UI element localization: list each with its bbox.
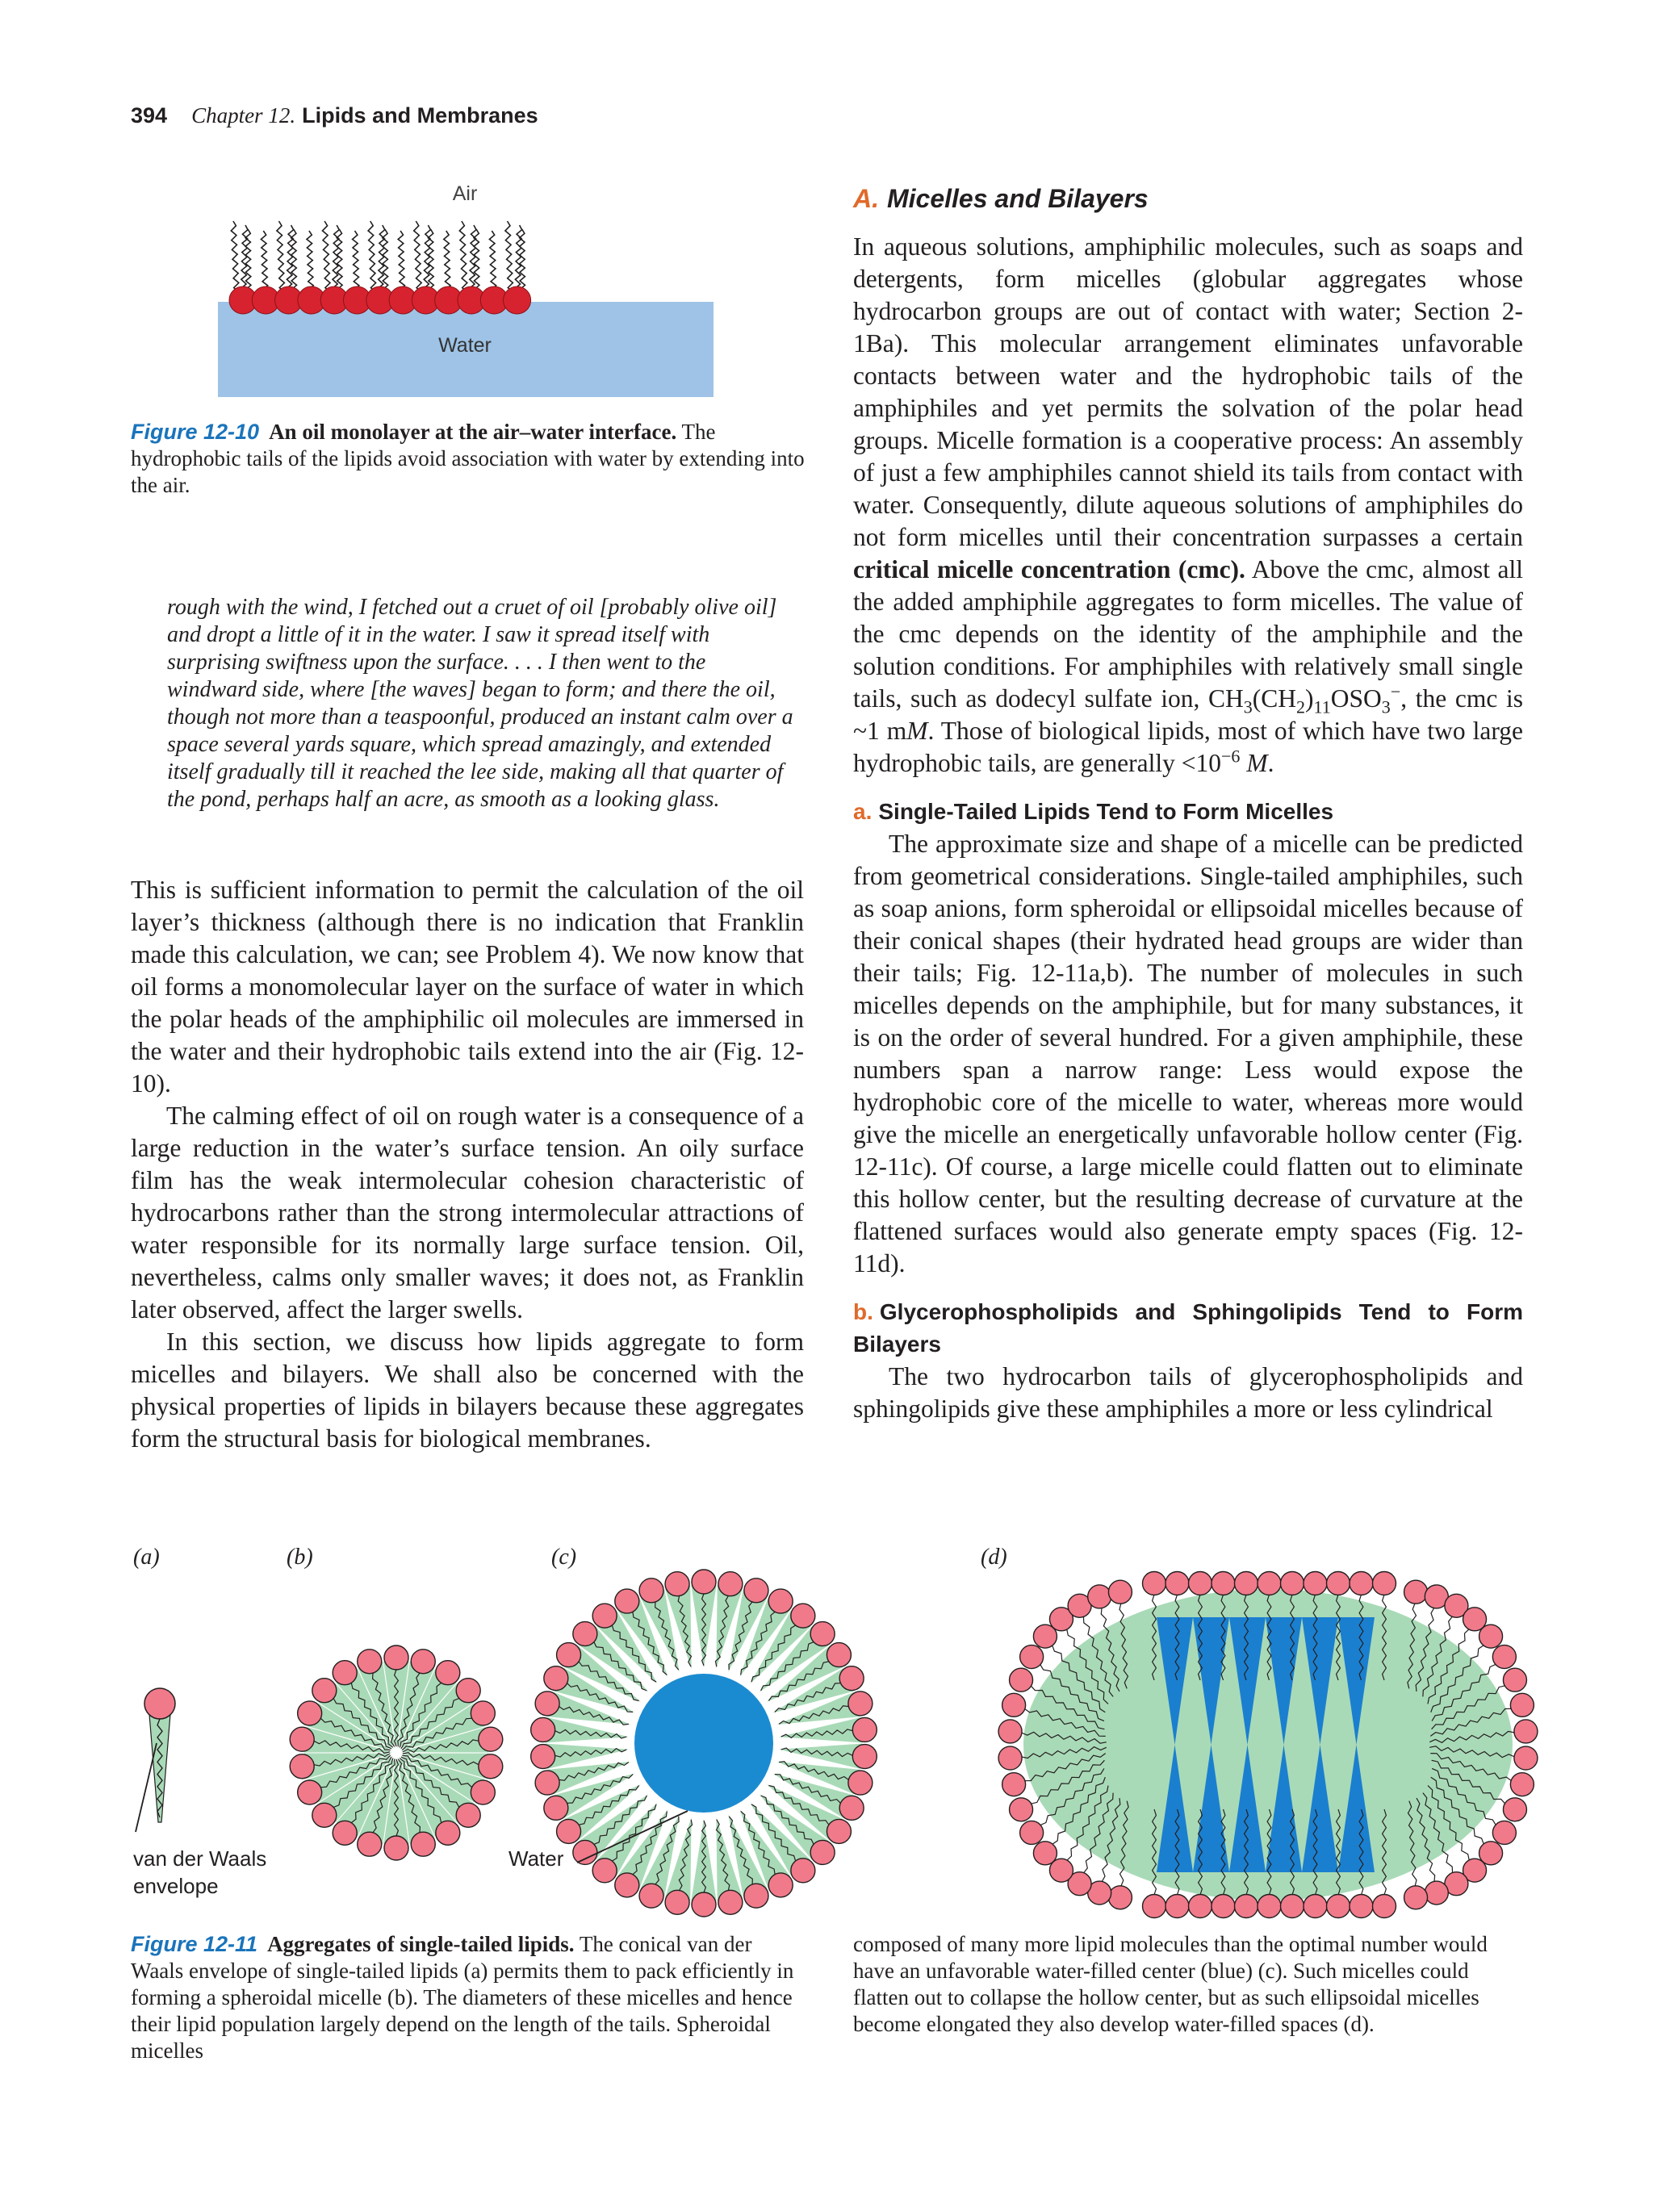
lipid-head: [1281, 1572, 1304, 1595]
lipid-head: [436, 1661, 460, 1685]
lipid-head: [998, 1746, 1022, 1770]
lipid-head: [852, 1745, 877, 1769]
lipid-head: [615, 1873, 639, 1897]
lipid-head: [592, 1604, 617, 1628]
lipid-head: [1143, 1895, 1166, 1918]
lipid-head: [852, 1717, 877, 1742]
lipid-head: [298, 1780, 322, 1804]
lipid-head: [768, 1589, 793, 1613]
lipid-head: [1404, 1886, 1428, 1909]
subsection-b-letter: b.: [853, 1299, 873, 1324]
lipid-head: [1510, 1773, 1534, 1796]
lipid-head: [1235, 1895, 1258, 1918]
subsection-b-title: Glycerophospholipids and Sphingolipids Tend to Form Bilayers: [853, 1299, 1523, 1357]
left-paragraph-1: This is sufficient information to permit the calculation of the oil layer’s thickness (although there is no indication that Franklin made this calculation, we can; see Problem 4). We now know that oil forms a monomolecular layer on the surface of water in which the polar heads of the amphiphilic oil molecules are immersed in the water and their hydrophobic tails extend into the air (Fig. 12-10).: [131, 876, 804, 1098]
lipid-head: [768, 1873, 793, 1897]
lipid-head: [535, 1691, 559, 1716]
lipid-head: [1304, 1895, 1327, 1918]
running-header: [131, 103, 538, 128]
lipid-head: [998, 1720, 1022, 1743]
spheroidal-micelle-b: [290, 1645, 503, 1860]
lipid-head: [1479, 1625, 1503, 1648]
right-column-body: [853, 231, 1523, 1425]
figure-12-11-text-left: The conical van der Waals envelope of single-tailed lipids (a) permits them to pack efficiently in forming a spheroidal micelle (b). The diameters of these micelles and hence their lipid population largely depend on the length of the tails. Spheroidal micelles: [131, 1932, 794, 2063]
lipid-head: [1327, 1572, 1350, 1595]
lipid-head: [1503, 1668, 1526, 1691]
lipid-head: [312, 1803, 337, 1827]
lipid-head: [665, 1572, 689, 1596]
dodecyl-sulfate-formula: $CH_3(CH_2)_{11}OSO_3^-$: [1207, 681, 1401, 717]
lipid-head: [1510, 1693, 1534, 1716]
lipid-head: [290, 1727, 314, 1751]
lipid-head: [639, 1579, 663, 1603]
lipid-head: [1373, 1895, 1396, 1918]
lipid-head: [456, 1679, 480, 1703]
lipid-head: [1514, 1746, 1538, 1770]
lipid-head: [839, 1666, 864, 1691]
lipid-head: [144, 1688, 175, 1719]
lipid-head: [384, 1836, 408, 1860]
lipid-head: [471, 1780, 495, 1804]
subsection-a-title: Single-Tailed Lipids Tend to Form Micelles: [878, 799, 1334, 824]
lipid-head: [810, 1622, 835, 1646]
lipid-head: [1010, 1798, 1033, 1821]
lipid-head: [1425, 1881, 1448, 1905]
lipid-head: [1002, 1773, 1026, 1796]
lipid-head: [1033, 1842, 1057, 1865]
lipid-head: [1189, 1895, 1212, 1918]
lipid-head: [411, 1650, 435, 1674]
lipid-head: [1492, 1645, 1516, 1669]
lipid-head: [1350, 1572, 1373, 1595]
section-a-heading: [853, 184, 1149, 214]
lipid-head: [557, 1819, 581, 1843]
lipid-head: [1165, 1895, 1189, 1918]
figure-12-11-caption-left: [131, 1931, 801, 2064]
lipid-head: [298, 1701, 322, 1725]
large-micelle-c: [531, 1570, 877, 1917]
lipid-head: [1088, 1585, 1111, 1608]
lipid-head: [1373, 1572, 1396, 1595]
subsection-a-letter: a.: [853, 799, 873, 824]
lipid-head: [839, 1796, 864, 1820]
water-label: Water: [438, 334, 492, 357]
lipid-head: [1350, 1895, 1373, 1918]
lipid-head: [848, 1771, 873, 1795]
lipid-head: [718, 1572, 743, 1596]
lipid-head: [1189, 1572, 1212, 1595]
lipid-head: [1514, 1720, 1538, 1743]
figure-12-11-title: Aggregates of single-tailed lipids.: [267, 1932, 575, 1956]
panel-label-b: (b): [287, 1545, 313, 1570]
section-a-title: Micelles and Bilayers: [887, 184, 1149, 213]
lipid-head: [557, 1643, 581, 1667]
lipid-head: [1108, 1886, 1132, 1909]
right-paragraph-1: In aqueous solutions, amphiphilic molecules, such as soaps and detergents, form micelles (globular aggregates whose hydrocarbon groups are out of contact with water; Section 2-1Ba). This molecular arrangement eliminates unfavorable contacts between water and the hydrophobic tails of the amphiphiles and yet permits the solvation of the polar head groups. Micelle formation is a cooperative process: An assembly of just a few amphiphiles cannot shield its tails from contact with water. Consequently, dilute aqueous solutions of amphiphiles do not form micelles until their concentration surpasses a certain critical micelle concentration (cmc). Above the cmc, almost all the added amphiphile aggregates to form micelles. The value of the cmc depends on the identity of the amphiphile and the solution conditions. For amphiphiles with relatively small single tails, such as dodecyl sulfate ion, $CH_3(CH_2)_{11}OSO_3^-$, the cmc is ~1 mM. Those of biological lipids, most of which have two large hydrophobic tails, are generally $<10^{-6}$ M.: [853, 232, 1524, 777]
monolayer-heads: [229, 286, 531, 314]
lipid-head: [504, 286, 531, 314]
figure-12-11-caption-right: composed of many more lipid molecules than the optimal number would have an unfavorable water-filled center (blue) (c). Such micelles could flatten out to collapse the hollow center, but as such ellipsoidal micelles become elongated they also develop water-filled spaces (d).: [853, 1932, 1488, 2036]
lipid-head: [544, 1666, 568, 1691]
lipid-head: [718, 1890, 743, 1914]
lipid-head: [826, 1819, 851, 1843]
franklin-quote: rough with the wind, I fetched out a cruet of oil [probably olive oil] and dropt a little of it in the water. I saw it spread itself with surprising swiftness upon the surface. . . . I then went to the windward side, where [the waves] began to form; and there the oil, though not more than a teaspoonful, produced an instant calm over a space several yards square, which spread amazingly, and extended itself gradually till it reached the lee side, making all that quarter of the pond, perhaps half an acre, as smooth as a looking glass.: [167, 595, 793, 812]
left-paragraph-2: The calming effect of oil on rough water is a consequence of a large reduction in the water’s surface tension. An oily surface film has the weak intermolecular cohesion characteristic of hydrocarbons rather than the strong intermolecular attractions of water responsible for its normally large surface tension. Oil, nevertheless, calms only smaller waves; it does not, as Franklin later observed, affect the larger swells.: [131, 1102, 804, 1323]
figure-12-10-diagram: [216, 179, 717, 401]
lipid-head: [456, 1803, 480, 1827]
lipid-head: [1304, 1572, 1327, 1595]
lipid-head: [1020, 1821, 1044, 1844]
lipid-head: [1327, 1895, 1350, 1918]
chapter-label: Chapter 12.: [191, 103, 296, 128]
ellipsoidal-micelle-d: [998, 1572, 1538, 1918]
lipid-head: [312, 1679, 337, 1703]
lipid-head: [1020, 1645, 1044, 1669]
vdw-label-line1: van der Waals: [133, 1846, 267, 1871]
lipid-head: [1503, 1798, 1526, 1821]
lipid-head: [333, 1661, 357, 1685]
lipid-head: [1258, 1572, 1281, 1595]
panel-label-c: (c): [551, 1545, 577, 1570]
rp1-text-4: . Those of biological lipids, most of which have two large hydrophobic tails, are generally <10: [853, 717, 1523, 777]
figure-12-10-text: The hydrophobic tails of the lipids avoid association with water by extending into the air.: [131, 420, 805, 497]
lipid-head: [1212, 1572, 1235, 1595]
lipid-head: [848, 1691, 873, 1716]
page-number: 394: [131, 103, 168, 128]
figure-12-10-caption: [131, 419, 805, 499]
water-label-c: Water: [508, 1846, 564, 1871]
left-column-body: [131, 874, 804, 1455]
lipid-head: [573, 1622, 597, 1646]
lipid-head: [1010, 1668, 1033, 1691]
chapter-title: Lipids and Membranes: [302, 103, 538, 128]
figure-12-10-label: Figure 12-10: [131, 420, 260, 444]
figure-12-11-label: Figure 12-11: [131, 1932, 258, 1956]
lipid-head: [573, 1840, 597, 1864]
water-center: [634, 1674, 773, 1813]
lipid-head: [479, 1754, 503, 1779]
lipid-head: [471, 1701, 495, 1725]
rp1-text-1: In aqueous solutions, amphiphilic molecules, such as soaps and detergents, form micelles (globular aggregates whose hydrocarbon groups are out of contact with water; Section 2-1Ba). This molecular arrangement eliminates unfavorable contacts between water and the hydrophobic tails of the amphiphiles and yet permits the solvation of the polar head groups. Micelle formation is a cooperative process: An assembly of just a few amphiphiles cannot shield its tails from contact with water. Consequently, dilute aqueous solutions of amphiphiles do not form micelles until their concentration surpasses a certain: [853, 232, 1523, 551]
lipid-head: [1108, 1580, 1132, 1604]
lipid-head: [692, 1892, 716, 1917]
figure-12-11-diagram: [0, 1533, 1653, 1921]
lipid-head: [1281, 1895, 1304, 1918]
lipid-head: [531, 1717, 555, 1742]
lipid-head: [1258, 1895, 1281, 1918]
left-paragraph-3: In this section, we discuss how lipids aggregate to form micelles and bilayers. We shall also be concerned with the physical properties of lipids in bilayers because these aggregates form the structural basis for biological membranes.: [131, 1328, 804, 1453]
lipid-head: [436, 1821, 460, 1845]
lipid-head: [358, 1650, 382, 1674]
air-label: Air: [452, 182, 478, 205]
panel-label-d: (d): [981, 1545, 1007, 1570]
subsection-b-text: The two hydrocarbon tails of glycerophospholipids and sphingolipids give these amphiphiles a more or less cylindrical: [853, 1362, 1523, 1423]
lipid-head: [1404, 1580, 1428, 1604]
figure-12-10-title: An oil monolayer at the air–water interface.: [269, 420, 677, 444]
lipid-head: [1143, 1572, 1166, 1595]
vdw-pointer: [136, 1743, 157, 1832]
lipid-head: [1492, 1821, 1516, 1844]
rp1-text-2: Above the cmc, almost all the added amphiphile aggregates to form micelles. The value of the cmc depends on the identity of the amphiphile and the solution conditions. For amphiphiles with relatively small single tails, such as dodecyl sulfate ion,: [853, 555, 1524, 713]
lipid-head: [1235, 1572, 1258, 1595]
lipid-head: [290, 1754, 314, 1779]
cmc-term: critical micelle concentration (cmc).: [853, 555, 1245, 583]
lipid-head: [531, 1745, 555, 1769]
subsection-b-heading: [853, 1296, 1523, 1361]
subsection-a-heading: [853, 796, 1523, 828]
lipid-head: [744, 1579, 768, 1603]
lipid-head: [479, 1727, 503, 1751]
panel-label-a: (a): [133, 1545, 160, 1570]
lipid-head: [411, 1832, 435, 1856]
lipid-head: [1212, 1895, 1235, 1918]
lipid-head: [592, 1859, 617, 1883]
lipid-head: [384, 1645, 408, 1670]
lipid-head: [791, 1604, 815, 1628]
single-lipid-a: [136, 1688, 175, 1832]
lipid-head: [333, 1821, 357, 1845]
lipid-head: [826, 1643, 851, 1667]
lipid-head: [665, 1890, 689, 1914]
lipid-head: [535, 1771, 559, 1795]
lipid-head: [810, 1840, 835, 1864]
lipid-head: [615, 1589, 639, 1613]
subsection-a-text: The approximate size and shape of a micelle can be predicted from geometrical considerations. Single-tailed amphiphiles, such as soap anions, form spheroidal or ellipsoidal micelles because of their conical shapes (their hydrated head groups are wider than their tails; Fig. 12-11a,b). The number of molecules in such micelles depends on the amphiphile, but for many substances, it is on the order of several hundred. For a given amphiphile, these numbers span a narrow range: Less would expose the hydrophobic core of the micelle to water, whereas more would give the micelle an energetically unfavorable hollow center (Fig. 12-11c). Of course, a large micelle could flatten out to eliminate this hollow center, but the resulting decrease of curvature at the flattened surfaces would also generate empty spaces (Fig. 12-11d).: [853, 830, 1523, 1277]
lipid-head: [791, 1859, 815, 1883]
lipid-head: [358, 1832, 382, 1856]
lipid-head: [692, 1570, 716, 1594]
lipid-head: [1165, 1572, 1189, 1595]
lipid-head: [544, 1796, 568, 1820]
lipid-head: [639, 1884, 663, 1908]
section-a-letter: A.: [853, 184, 879, 213]
rp1-text-3: , the cmc is ~1 m: [853, 684, 1523, 745]
lipid-head: [1002, 1693, 1026, 1716]
lipid-head: [744, 1884, 768, 1908]
vdw-label-line2: envelope: [133, 1874, 219, 1898]
